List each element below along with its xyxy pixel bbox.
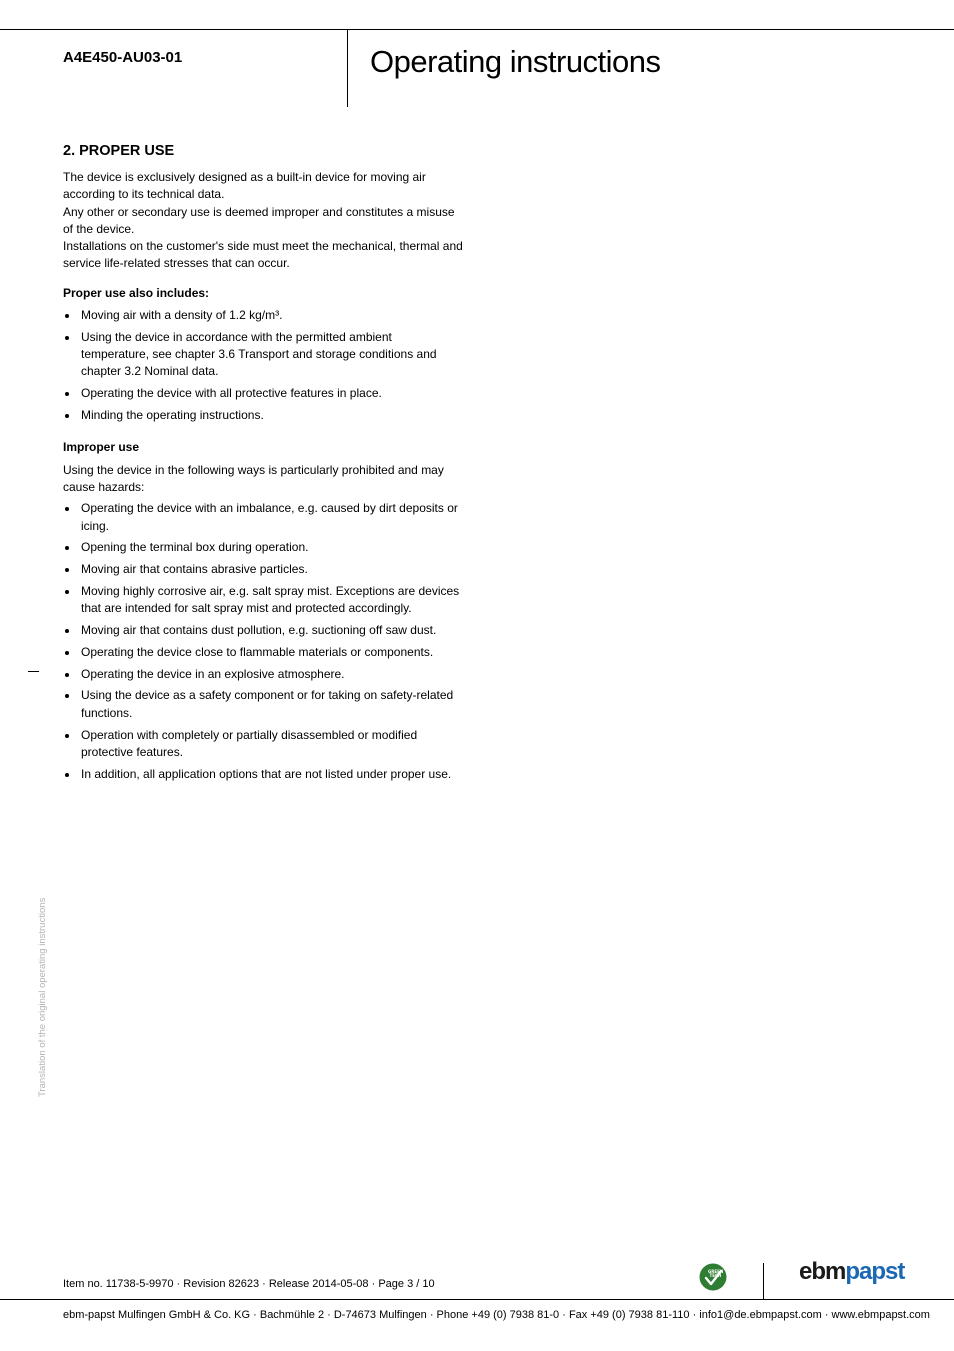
ebmpapst-logo [799,1258,904,1286]
list-item [63,766,463,783]
list-item [63,561,463,578]
footer-rule [0,1299,954,1300]
list-item-text: Moving air with a density of 1.2 kg/m³. [81,308,283,323]
list-item-text: Using the device in accordance with the permitted ambient temperature, see chapter 3.6 Transport and storage conditions and chapter 3.2 Nominal data. [81,329,437,379]
translation-note: Translation of the original operating instructions [37,897,48,1097]
list-item [63,687,463,722]
list-item [63,329,463,381]
intro-paragraph-3: Installations on the customer's side must meet the mechanical, thermal and service life-related stresses that can occur. [63,239,463,271]
item-revision-line: Item no. 11738-5-9970 · Revision 82623 · Release 2014-05-08 · Page 3 / 10 [63,1278,435,1290]
list-item-text: In addition, all application options that are not listed under proper use. [81,766,452,781]
bullet-icon [65,734,69,738]
bullet-icon [65,694,69,698]
list-item-text: Moving air that contains abrasive particles. [81,562,308,577]
proper-use-heading: Proper use also includes: [63,285,210,300]
bullet-icon [65,546,69,550]
bullet-icon [65,773,69,777]
header-top-rule [0,29,954,30]
bullet-icon [65,651,69,655]
list-item-text: Moving air that contains dust pollution, e.g. suctioning off saw dust. [81,623,437,638]
badge-text-line2: TECH [709,1273,722,1278]
list-item [63,407,463,424]
list-item [63,666,463,683]
logo-part-papst: papst [845,1258,905,1285]
list-item-text: Operating the device close to flammable materials or components. [81,644,434,659]
header-divider [347,29,348,107]
logo-part-ebm: ebm [799,1258,846,1285]
intro-paragraph-2: Any other or secondary use is deemed improper and constitutes a misuse of the device. [63,204,455,236]
bullet-icon [65,590,69,594]
list-item-text: Using the device as a safety component or for taking on safety-related functions. [81,688,454,720]
improper-use-list [63,500,463,783]
model-number: A4E450-AU03-01 [63,49,183,66]
bullet-icon [65,507,69,511]
list-item [63,727,463,762]
company-footer: ebm-papst Mulfingen GmbH & Co. KG · Bachmühle 2 · D-74673 Mulfingen · Phone +49 (0) 7938 81-0 · Fax +49 (0) 7938 81-110 · info1@de.ebmpapst.com · www.ebmpapst.com [63,1309,930,1321]
green-tech-badge-icon [699,1263,727,1291]
section-heading: 2. PROPER USE [63,143,175,159]
badge-text-line1: GREEN [708,1269,724,1274]
list-item-text: Moving highly corrosive air, e.g. salt spray mist. Exceptions are devices that are intended for salt spray mist and protected accordingly. [81,583,460,616]
bullet-icon [65,336,69,340]
intro-paragraph-1: The device is exclusively designed as a built-in device for moving air according to its technical data. [63,170,426,202]
bullet-icon [65,314,69,318]
bullet-icon [65,568,69,572]
list-item-text: Minding the operating instructions. [81,408,264,423]
bullet-icon [65,392,69,396]
bullet-icon [65,673,69,677]
fold-mark [28,671,39,672]
list-item-text: Operation with completely or partially disassembled or modified protective features. [81,727,418,759]
main-content [63,142,463,787]
list-item [63,539,463,556]
list-item-text: Operating the device with all protective features in place. [81,386,382,401]
list-item-text: Operating the device with an imbalance, e.g. caused by dirt deposits or icing. [81,501,458,533]
list-item [63,644,463,661]
list-item-text: Opening the terminal box during operation. [81,540,309,555]
list-item [63,307,463,324]
proper-use-list [63,307,463,424]
improper-use-heading: Improper use [63,440,140,455]
logo-divider [763,1263,764,1299]
list-item [63,500,463,535]
list-item [63,622,463,639]
improper-use-intro: Using the device in the following ways is particularly prohibited and may cause hazards: [63,462,444,494]
list-item [63,583,463,618]
list-item [63,385,463,402]
list-item-text: Operating the device in an explosive atmosphere. [81,666,345,681]
bullet-icon [65,629,69,633]
document-title: Operating instructions [370,44,661,79]
bullet-icon [65,414,69,418]
